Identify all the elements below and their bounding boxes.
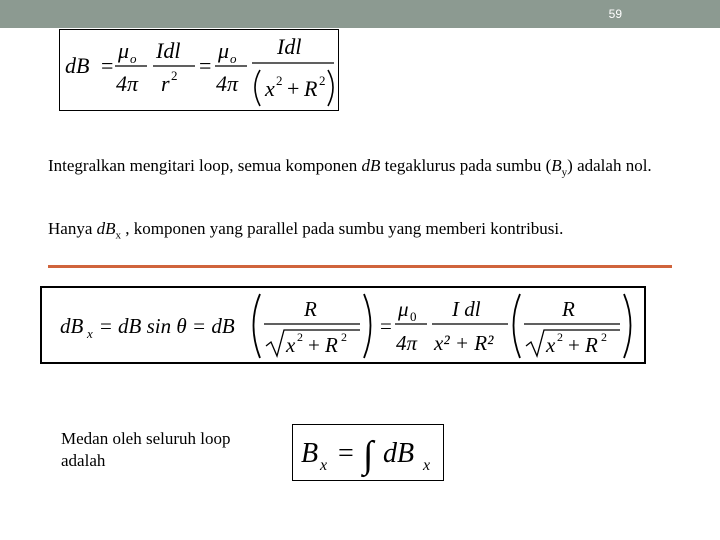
eq3-lhs: B <box>301 438 319 469</box>
eq3-integral: ∫ <box>363 434 374 476</box>
eq2-rad-plus: + <box>308 333 320 357</box>
eq1-mu-sub-2: o <box>230 51 237 66</box>
eq3-lhs-sub: x <box>320 457 328 474</box>
eq2-rad2-a-exp: 2 <box>557 330 563 344</box>
eq2-paren-r2 <box>624 294 631 358</box>
eq2-equals-2: = <box>380 314 392 338</box>
eq1-four-pi: 4π <box>116 71 139 96</box>
eq2-mu-sub: 0 <box>410 309 417 324</box>
divider-rule <box>48 265 672 268</box>
equation-box-db <box>59 29 339 111</box>
eq2-lhs: dB <box>60 314 84 338</box>
eq2-paren-l1 <box>254 294 261 358</box>
eq3-rhs: dB <box>383 438 415 469</box>
eq2-rad2-a: x <box>546 333 556 357</box>
p2-db: dB <box>96 219 116 238</box>
equation-box-bx <box>292 424 444 481</box>
eq1-lhs: dB <box>65 53 90 78</box>
equation-db-svg <box>60 30 340 112</box>
p2-text-b: , komponen yang parallel pada sumbu yang memberi kontribusi. <box>121 219 564 238</box>
p1-text-b: tegaklurus pada sumbu ( <box>380 156 552 175</box>
eq1-t1-den: r <box>161 71 170 96</box>
eq1-t1-num: Idl <box>156 38 181 63</box>
eq2-rad-b: R <box>325 333 338 357</box>
eq2-four-pi: 4π <box>396 331 418 355</box>
eq1-mu-sub: o <box>130 51 137 66</box>
p1-text-c: ) adalah nol. <box>567 156 652 175</box>
eq1-left-paren <box>255 70 260 106</box>
eq3-rhs-sub: x <box>423 457 431 474</box>
eq2-mid: dB sin θ = dB <box>118 314 235 338</box>
p1-db: dB <box>361 156 381 175</box>
eq1-t2-den-a-exp: 2 <box>276 73 283 88</box>
eq1-t2-den-b-exp: 2 <box>319 73 326 88</box>
eq2-frac-num: R <box>304 297 317 321</box>
equation-box-dbx <box>40 286 646 364</box>
top-bar <box>0 0 720 28</box>
eq2-rad2-b: R <box>585 333 598 357</box>
eq1-t2-num: Idl <box>277 34 302 59</box>
eq1-equals-2: = <box>199 53 212 78</box>
eq2-rad2-plus: + <box>568 333 580 357</box>
slide-number: 59 <box>608 7 622 21</box>
eq2-frac2-den: x² + R² <box>434 331 494 355</box>
paragraph-only-dbx <box>48 218 668 246</box>
eq1-mu-2: μ <box>218 38 230 63</box>
eq2-rad2-b-exp: 2 <box>601 330 607 344</box>
eq2-paren-l2 <box>514 294 521 358</box>
eq2-mu: μ <box>398 297 409 321</box>
eq2-paren-r1 <box>364 294 371 358</box>
p1-by-sub: y <box>561 166 568 179</box>
eq2-rad-a-exp: 2 <box>297 330 303 344</box>
eq1-equals: = <box>101 53 114 78</box>
eq1-right-paren <box>328 70 333 106</box>
eq2-frac2-num: I dl <box>452 297 481 321</box>
eq2-rad-a: x <box>286 333 296 357</box>
eq2-equals: = <box>100 314 112 338</box>
p2-text-a: Hanya <box>48 219 97 238</box>
equation-dbx-svg <box>42 288 644 362</box>
p1-text-a: Integralkan mengitari loop, semua komponen <box>48 156 362 175</box>
eq2-rad-b-exp: 2 <box>341 330 347 344</box>
p1-by: B <box>551 156 562 175</box>
eq1-mu: μ <box>118 38 130 63</box>
eq2-frac3-num: R <box>562 297 575 321</box>
eq1-t2-plus: + <box>287 76 300 101</box>
p2-db-sub: x <box>115 229 122 242</box>
equation-bx-svg <box>293 425 443 480</box>
medan-text: Medan oleh seluruh loop adalah <box>61 429 231 470</box>
eq1-t2-den-b: R <box>304 76 318 101</box>
eq1-t1-exp: 2 <box>171 68 178 83</box>
eq2-lhs-sub: x <box>87 326 93 341</box>
eq3-equals: = <box>338 438 354 469</box>
eq1-t2-den-a: x <box>265 76 275 101</box>
paragraph-integration <box>48 155 668 183</box>
eq1-four-pi-2: 4π <box>216 71 239 96</box>
